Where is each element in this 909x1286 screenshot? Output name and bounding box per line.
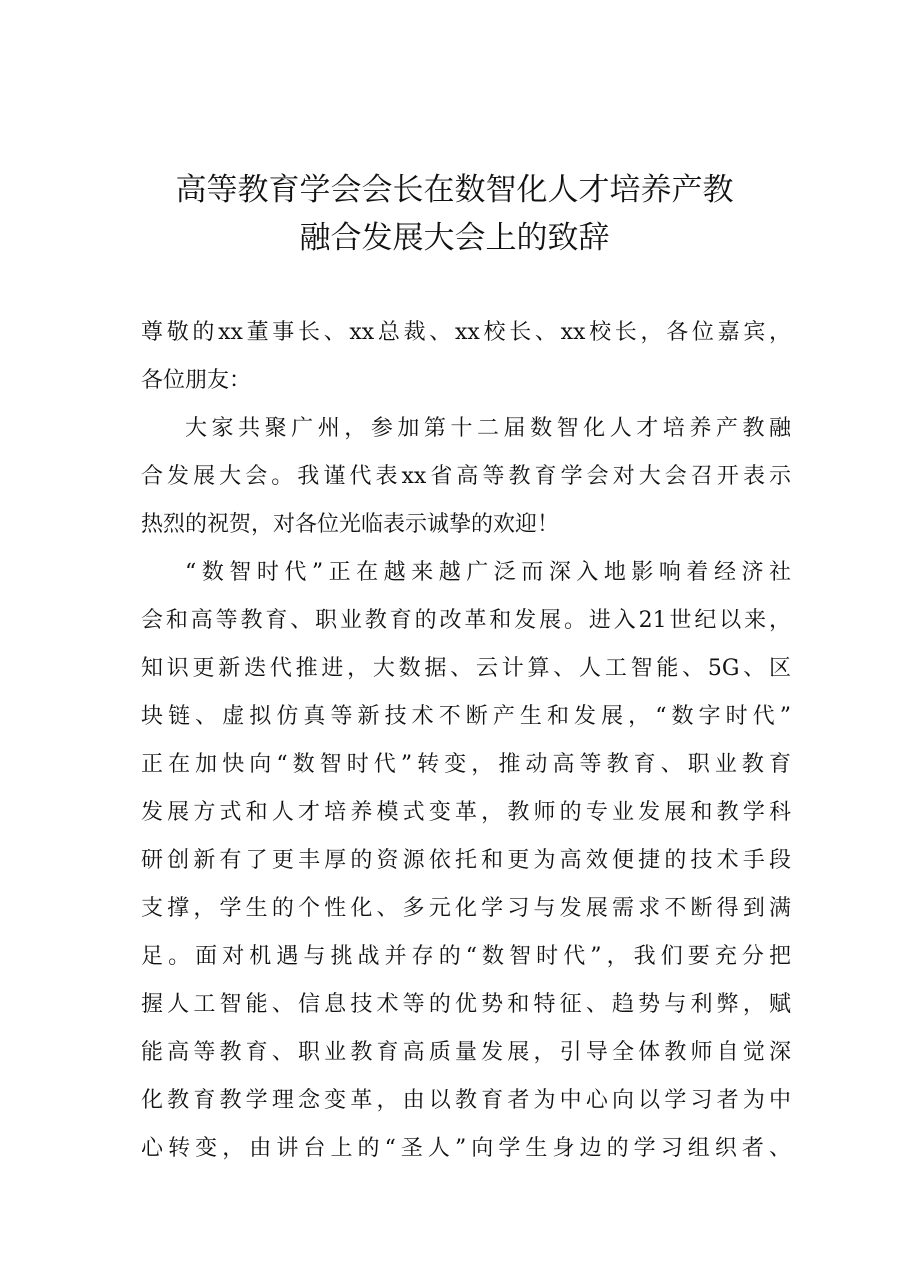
body-text-line: “数智时代”正在越来越广泛而深入地影响着经济社 — [185, 560, 791, 585]
document-title-line-1: 高等教育学会会长在数智化人才培养产教 — [175, 172, 734, 208]
document-title-line-2: 融合发展大会上的致辞 — [299, 220, 610, 256]
body-text-line: 足。面对机遇与挑战并存的“数智时代”，我们要充分把 — [141, 944, 791, 969]
body-text-line: 大家共聚广州，参加第十二届数智化人才培养产教融 — [185, 416, 791, 441]
body-text-line: 热烈的祝贺，对各位光临表示诚挚的欢迎！ — [141, 512, 560, 537]
body-text-line: 发展方式和人才培养模式变革，教师的专业发展和教学科 — [141, 800, 791, 825]
body-text-line: 心转变，由讲台上的“圣人”向学生身边的学习组织者、 — [141, 1136, 791, 1161]
body-text-line: 支撑，学生的个性化、多元化学习与发展需求不断得到满 — [141, 896, 791, 921]
body-text-line: 握人工智能、信息技术等的优势和特征、趋势与利弊，赋 — [141, 992, 791, 1017]
body-text-line: 会和高等教育、职业教育的改革和发展。进入21世纪以来， — [141, 608, 791, 633]
body-text-line: 能高等教育、职业教育高质量发展，引导全体教师自觉深 — [141, 1040, 791, 1065]
body-text-line: 正在加快向“数智时代”转变，推动高等教育、职业教育 — [141, 752, 791, 777]
body-text-line: 合发展大会。我谨代表xx省高等教育学会对大会召开表示 — [141, 464, 791, 489]
body-text-line: 块链、虚拟仿真等新技术不断产生和发展，“数字时代” — [141, 704, 791, 729]
salutation-line: 各位朋友： — [141, 368, 252, 393]
body-text-line: 化教育教学理念变革，由以教育者为中心向以学习者为中 — [141, 1088, 791, 1113]
body-text-line: 知识更新迭代推进，大数据、云计算、人工智能、5G、区 — [141, 656, 791, 681]
body-text-line: 研创新有了更丰厚的资源依托和更为高效便捷的技术手段 — [141, 848, 791, 873]
salutation-line: 尊敬的xx董事长、xx总裁、xx校长、xx校长，各位嘉宾， — [141, 320, 791, 345]
